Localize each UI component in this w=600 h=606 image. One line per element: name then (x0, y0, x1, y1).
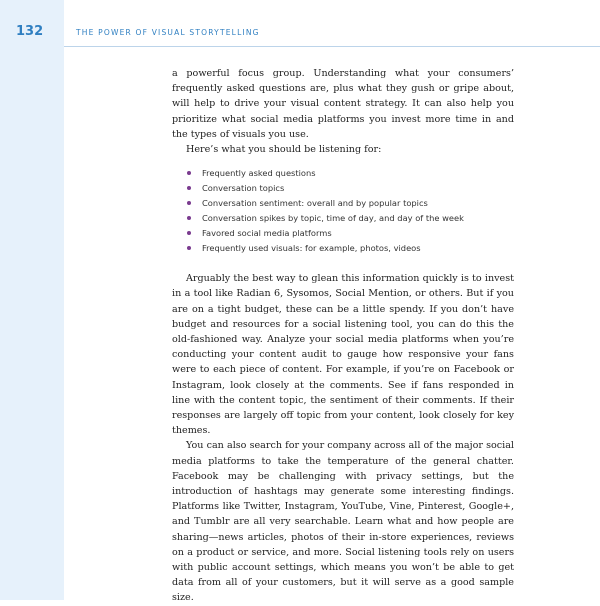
list-item: Conversation sentiment: overall and by popular topics (172, 196, 514, 211)
header-rule (64, 46, 600, 47)
running-head: THE POWER OF VISUAL STORYTELLING (76, 28, 260, 37)
list-item: Frequently used visuals: for example, photos, videos (172, 241, 514, 256)
bullet-dot-icon (187, 171, 191, 175)
bullet-dot-icon (187, 186, 191, 190)
body-text (172, 66, 514, 606)
list-item: Favored social media platforms (172, 226, 514, 241)
paragraph-1: a powerful focus group. Understanding what your consumers’ frequently asked questions are, plus what they gush or gripe about, will help to drive your visual content strategy. It can also help you prioritize what social media platforms you invest more time in and the types of visuals you use. (172, 68, 514, 140)
list-item: Conversation topics (172, 181, 514, 196)
list-item: Frequently asked questions (172, 166, 514, 181)
bullet-dot-icon (187, 201, 191, 205)
bullet-dot-icon (187, 246, 191, 250)
list-item: Conversation spikes by topic, time of day, and day of the week (172, 211, 514, 226)
side-band (0, 0, 64, 600)
paragraph-3: Arguably the best way to glean this information quickly is to invest in a tool like Radian 6, Sysomos, Social Mention, or others. But if you are on a tight budget, these can be a little spendy. If you don’t have budget and resources for a social listening tool, you can do this the old-fashioned way. Analyze your social media platforms when you’re conducting your content audit to gauge how responsive your fans were to each piece of content. For example, if you’re on Facebook or Instagram, look closely at the comments. See if fans responded in line with the content topic, the sentiment of their comments. If their responses are largely off topic from your content, look closely for key themes. (172, 273, 514, 437)
paragraph-2: Here’s what you should be listening for: (186, 144, 382, 156)
bullet-dot-icon (187, 216, 191, 220)
bullet-list (172, 166, 514, 256)
bullet-dot-icon (187, 231, 191, 235)
page-number: 132 (16, 24, 44, 39)
paragraph-4: You can also search for your company across all of the major social media platforms to take the temperature of the general chatter. Facebook may be challenging with privacy settings, but the introduction of hashtags may generate some interesting findings. Platforms like Twitter, Instagram, YouTube, Vine, Pinterest, Google+, and Tumblr are all very searchable. Learn what and how people are sharing—news articles, photos of their in-store experiences, reviews on a product or service, and more. Social listening tools rely on users with public account settings, which means you won’t be able to get data from all of your customers, but it will serve as a good sample size. (172, 440, 514, 604)
